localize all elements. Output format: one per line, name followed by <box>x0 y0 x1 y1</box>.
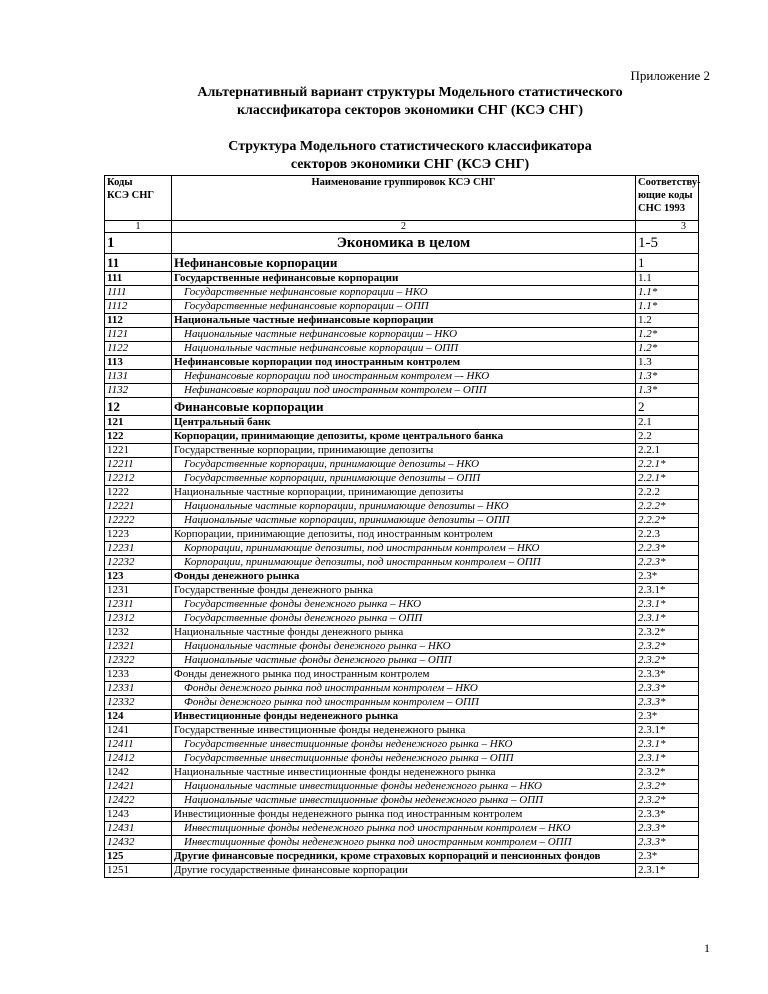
row-name: Национальные частные корпорации, принимающие депозиты <box>172 486 636 500</box>
row-code: 113 <box>105 356 172 370</box>
row-corr: 2.3.3* <box>636 696 699 710</box>
row-code: 12 <box>105 398 172 416</box>
row-code: 1111 <box>105 286 172 300</box>
row-corr: 2.2.1* <box>636 458 699 472</box>
table-header-row <box>105 176 699 221</box>
row-corr: 2.2.2 <box>636 486 699 500</box>
row-corr: 1 <box>636 254 699 272</box>
table-row <box>105 766 699 780</box>
table-row <box>105 794 699 808</box>
row-code: 1222 <box>105 486 172 500</box>
row-code: 12431 <box>105 822 172 836</box>
row-corr: 2.3.1* <box>636 864 699 878</box>
row-code: 1243 <box>105 808 172 822</box>
row-name: Инвестиционные фонды неденежного рынка под иностранным контролем – ОПП <box>172 836 636 850</box>
row-name: Национальные частные нефинансовые корпорации <box>172 314 636 328</box>
table-row <box>105 514 699 528</box>
table-row <box>105 398 699 416</box>
row-code: 1241 <box>105 724 172 738</box>
row-corr: 2.2.1 <box>636 444 699 458</box>
header-corr-line-2: ющие коды <box>638 190 693 201</box>
row-corr: 2.2.3* <box>636 556 699 570</box>
row-name: Финансовые корпорации <box>172 398 636 416</box>
table-row <box>105 314 699 328</box>
row-code: 12331 <box>105 682 172 696</box>
header-corr-line-3: СНС 1993 <box>638 203 685 214</box>
table-row <box>105 458 699 472</box>
row-code: 11 <box>105 254 172 272</box>
row-corr: 1.2 <box>636 314 699 328</box>
row-corr: 2.1 <box>636 416 699 430</box>
row-name: Национальные частные корпорации, принимающие депозиты – ОПП <box>172 514 636 528</box>
row-code: 1132 <box>105 384 172 398</box>
row-corr: 2.2 <box>636 430 699 444</box>
table-row <box>105 254 699 272</box>
row-corr: 1.3* <box>636 384 699 398</box>
table-row <box>105 598 699 612</box>
row-corr: 2.3.1* <box>636 752 699 766</box>
table-row <box>105 430 699 444</box>
annex-label: Приложение 2 <box>630 68 710 83</box>
row-name: Национальные частные инвестиционные фонды неденежного рынка – НКО <box>172 780 636 794</box>
column-number-3: 3 <box>636 221 699 233</box>
table-row <box>105 542 699 556</box>
row-code: 123 <box>105 570 172 584</box>
row-name: Национальные частные нефинансовые корпорации – ОПП <box>172 342 636 356</box>
row-corr: 2.3.1* <box>636 584 699 598</box>
row-corr: 1.3 <box>636 356 699 370</box>
row-corr: 2.3.2* <box>636 654 699 668</box>
row-name: Нефинансовые корпорации под иностранным контролем – ОПП <box>172 384 636 398</box>
column-number-row <box>105 221 699 233</box>
row-code: 1232 <box>105 626 172 640</box>
table-row <box>105 654 699 668</box>
table-row <box>105 724 699 738</box>
table-row <box>105 696 699 710</box>
document-title-line-2: классификатора секторов экономики СНГ (КСЭ СНГ) <box>236 103 583 118</box>
document-title <box>100 84 720 120</box>
row-code: 12232 <box>105 556 172 570</box>
table-row <box>105 300 699 314</box>
row-name: Государственные нефинансовые корпорации – ОПП <box>172 300 636 314</box>
column-number-2: 2 <box>172 221 636 233</box>
table-row <box>105 668 699 682</box>
table-row <box>105 444 699 458</box>
row-name: Государственные инвестиционные фонды неденежного рынка <box>172 724 636 738</box>
row-name: Национальные частные фонды денежного рынка <box>172 626 636 640</box>
row-code: 1112 <box>105 300 172 314</box>
row-name: Другие финансовые посредники, кроме страховых корпораций и пенсионных фондов <box>172 850 636 864</box>
table-row <box>105 370 699 384</box>
table-row <box>105 822 699 836</box>
row-name: Государственные фонды денежного рынка – НКО <box>172 598 636 612</box>
row-name: Центральный банк <box>172 416 636 430</box>
row-corr: 1-5 <box>636 233 699 254</box>
row-corr: 2.3.2* <box>636 780 699 794</box>
row-corr: 2.2.2* <box>636 514 699 528</box>
table-row <box>105 384 699 398</box>
table-row <box>105 640 699 654</box>
header-corr <box>636 176 699 221</box>
document-title-line-1: Альтернативный вариант структуры Модельного статистического <box>197 85 623 100</box>
row-corr: 2.3.1* <box>636 724 699 738</box>
row-corr: 2.3.1* <box>636 598 699 612</box>
table-row <box>105 584 699 598</box>
header-codes-line-1: Коды <box>107 177 133 188</box>
row-code: 12212 <box>105 472 172 486</box>
row-corr: 1.2* <box>636 328 699 342</box>
table-row <box>105 556 699 570</box>
row-name: Государственные инвестиционные фонды неденежного рынка – НКО <box>172 738 636 752</box>
table-title-line-2: секторов экономики СНГ (КСЭ СНГ) <box>290 157 530 172</box>
table-row <box>105 626 699 640</box>
table-row <box>105 486 699 500</box>
table-row <box>105 356 699 370</box>
row-name: Государственные корпорации, принимающие депозиты – НКО <box>172 458 636 472</box>
table-title <box>100 138 720 174</box>
row-code: 12422 <box>105 794 172 808</box>
row-code: 12412 <box>105 752 172 766</box>
table-row <box>105 272 699 286</box>
row-code: 1242 <box>105 766 172 780</box>
row-corr: 2.3* <box>636 710 699 724</box>
table-row <box>105 752 699 766</box>
table-row <box>105 682 699 696</box>
table-row <box>105 738 699 752</box>
row-code: 12322 <box>105 654 172 668</box>
row-name: Инвестиционные фонды неденежного рынка под иностранным контролем – НКО <box>172 822 636 836</box>
row-code: 12321 <box>105 640 172 654</box>
row-corr: 1.1* <box>636 300 699 314</box>
row-name: Фонды денежного рынка под иностранным контролем – НКО <box>172 682 636 696</box>
row-code: 1131 <box>105 370 172 384</box>
row-code: 12222 <box>105 514 172 528</box>
table-row <box>105 416 699 430</box>
header-codes-line-2: КСЭ СНГ <box>107 190 155 201</box>
row-name: Экономика в целом <box>172 233 636 254</box>
row-name: Нефинансовые корпорации <box>172 254 636 272</box>
row-code: 1251 <box>105 864 172 878</box>
row-corr: 2.3.2* <box>636 626 699 640</box>
classifier-table <box>104 175 699 878</box>
row-name: Национальные частные корпорации, принимающие депозиты – НКО <box>172 500 636 514</box>
row-code: 1223 <box>105 528 172 542</box>
row-code: 122 <box>105 430 172 444</box>
row-name: Нефинансовые корпорации под иностранным контролем <box>172 356 636 370</box>
table-title-line-1: Структура Модельного статистического классификатора <box>228 139 592 154</box>
header-corr-line-1: Соответству- <box>638 177 701 188</box>
row-name: Национальные частные фонды денежного рынка – НКО <box>172 640 636 654</box>
row-corr: 2.3* <box>636 850 699 864</box>
row-name: Национальные частные нефинансовые корпорации – НКО <box>172 328 636 342</box>
row-corr: 2.3.2* <box>636 640 699 654</box>
table-row <box>105 286 699 300</box>
row-corr: 2.3* <box>636 570 699 584</box>
header-codes <box>105 176 172 221</box>
row-code: 111 <box>105 272 172 286</box>
row-name: Государственные фонды денежного рынка <box>172 584 636 598</box>
row-code: 12421 <box>105 780 172 794</box>
row-corr: 1.1* <box>636 286 699 300</box>
row-corr: 2.3.2* <box>636 794 699 808</box>
table-row <box>105 808 699 822</box>
row-corr: 2.3.3* <box>636 822 699 836</box>
table-row <box>105 472 699 486</box>
row-code: 112 <box>105 314 172 328</box>
row-corr: 1.3* <box>636 370 699 384</box>
row-corr: 2.2.1* <box>636 472 699 486</box>
row-name: Государственные фонды денежного рынка – ОПП <box>172 612 636 626</box>
row-corr: 2.3.3* <box>636 682 699 696</box>
row-name: Государственные нефинансовые корпорации – НКО <box>172 286 636 300</box>
row-code: 12221 <box>105 500 172 514</box>
row-corr: 2.3.3* <box>636 668 699 682</box>
table-row <box>105 850 699 864</box>
row-code: 124 <box>105 710 172 724</box>
row-corr: 2.3.3* <box>636 836 699 850</box>
table-body <box>105 233 699 878</box>
row-corr: 1.1 <box>636 272 699 286</box>
row-code: 1233 <box>105 668 172 682</box>
row-code: 12411 <box>105 738 172 752</box>
row-name: Государственные инвестиционные фонды неденежного рынка – ОПП <box>172 752 636 766</box>
row-name: Корпорации, принимающие депозиты, кроме центрального банка <box>172 430 636 444</box>
table-row <box>105 612 699 626</box>
row-name: Нефинансовые корпорации под иностранным контролем –- НКО <box>172 370 636 384</box>
row-name: Корпорации, принимающие депозиты, под иностранным контролем – ОПП <box>172 556 636 570</box>
row-name: Инвестиционные фонды неденежного рынка <box>172 710 636 724</box>
row-code: 12312 <box>105 612 172 626</box>
row-code: 1231 <box>105 584 172 598</box>
row-name: Фонды денежного рынка <box>172 570 636 584</box>
row-code: 12332 <box>105 696 172 710</box>
column-number-1: 1 <box>105 221 172 233</box>
row-corr: 2.2.3 <box>636 528 699 542</box>
table-row <box>105 328 699 342</box>
row-name: Государственные корпорации, принимающие депозиты <box>172 444 636 458</box>
row-name: Национальные частные инвестиционные фонды неденежного рынка <box>172 766 636 780</box>
row-name: Национальные частные инвестиционные фонды неденежного рынка – ОПП <box>172 794 636 808</box>
row-name: Государственные нефинансовые корпорации <box>172 272 636 286</box>
row-code: 12432 <box>105 836 172 850</box>
table-row <box>105 836 699 850</box>
row-corr: 2.2.3* <box>636 542 699 556</box>
row-corr: 2.3.1* <box>636 738 699 752</box>
row-name: Инвестиционные фонды неденежного рынка под иностранным контролем <box>172 808 636 822</box>
table-row <box>105 710 699 724</box>
row-corr: 2 <box>636 398 699 416</box>
row-corr: 2.3.1* <box>636 612 699 626</box>
table-row <box>105 570 699 584</box>
table-row <box>105 500 699 514</box>
row-corr: 2.3.2* <box>636 766 699 780</box>
row-code: 12211 <box>105 458 172 472</box>
table-row <box>105 342 699 356</box>
row-name: Государственные корпорации, принимающие депозиты – ОПП <box>172 472 636 486</box>
row-code: 1122 <box>105 342 172 356</box>
table-row <box>105 780 699 794</box>
row-code: 12231 <box>105 542 172 556</box>
row-code: 1121 <box>105 328 172 342</box>
row-code: 12311 <box>105 598 172 612</box>
table-row <box>105 864 699 878</box>
row-code: 1 <box>105 233 172 254</box>
row-corr: 1.2* <box>636 342 699 356</box>
row-name: Фонды денежного рынка под иностранным контролем <box>172 668 636 682</box>
row-name: Национальные частные фонды денежного рынка – ОПП <box>172 654 636 668</box>
row-code: 1221 <box>105 444 172 458</box>
row-code: 121 <box>105 416 172 430</box>
row-name: Фонды денежного рынка под иностранным контролем – ОПП <box>172 696 636 710</box>
table-row <box>105 233 699 254</box>
row-name: Корпорации, принимающие депозиты, под иностранным контролем <box>172 528 636 542</box>
table-row <box>105 528 699 542</box>
row-name: Другие государственные финансовые корпорации <box>172 864 636 878</box>
row-name: Корпорации, принимающие депозиты, под иностранным контролем – НКО <box>172 542 636 556</box>
row-corr: 2.2.2* <box>636 500 699 514</box>
row-corr: 2.3.3* <box>636 808 699 822</box>
header-name: Наименование группировок КСЭ СНГ <box>172 176 636 221</box>
row-code: 125 <box>105 850 172 864</box>
page-number: 1 <box>704 941 710 955</box>
